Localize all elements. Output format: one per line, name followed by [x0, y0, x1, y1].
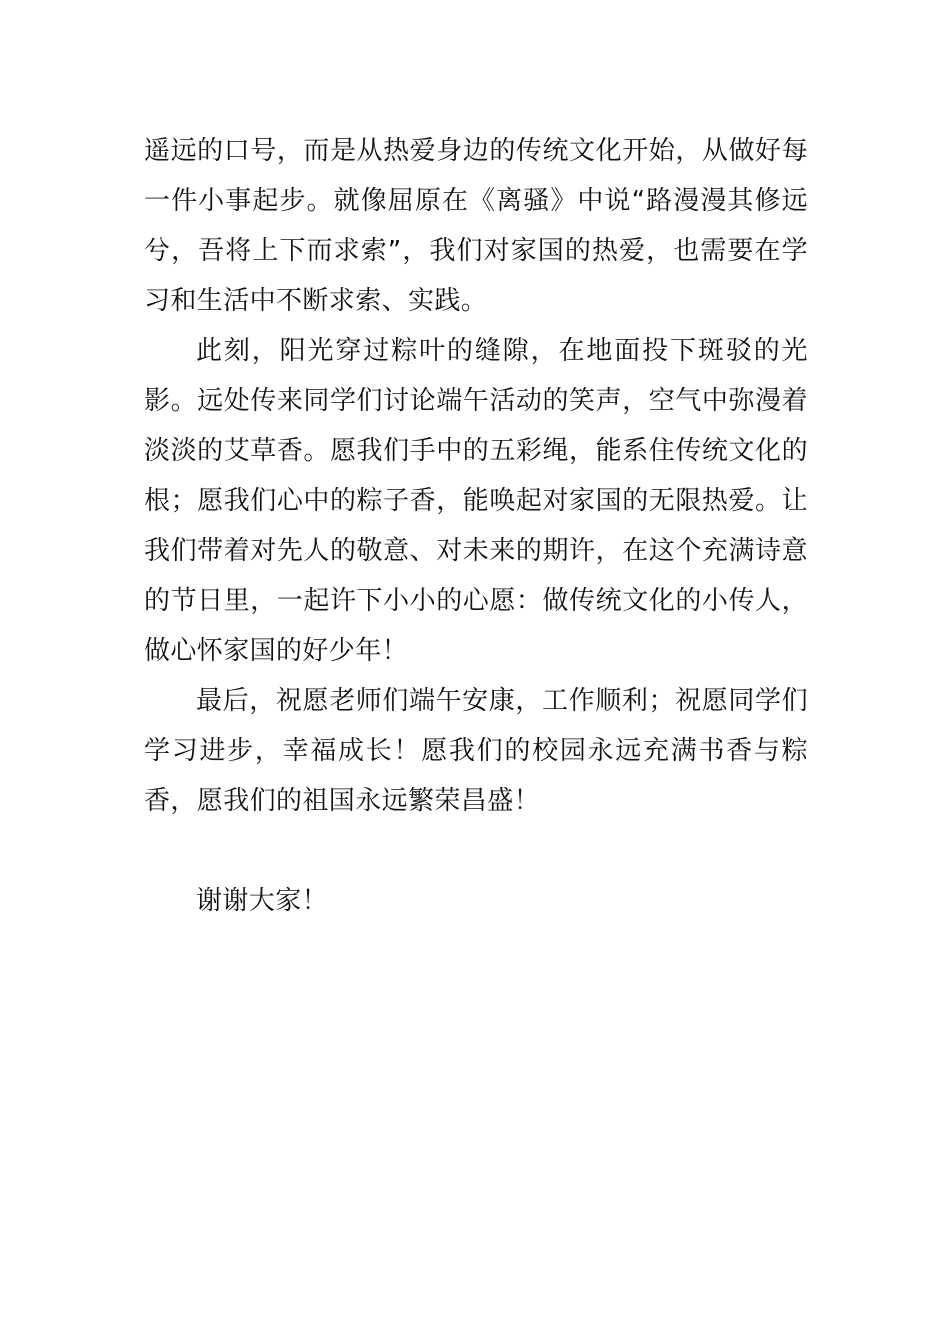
closing-thanks: 谢谢大家！: [196, 886, 329, 916]
blank-line: [144, 826, 808, 876]
document-body: [144, 126, 808, 926]
paragraph-wishes: 最后，祝愿老师们端午安康，工作顺利；祝愿同学们学习进步，幸福成长！愿我们的校园永远充满书香与粽香，愿我们的祖国永远繁荣昌盛！: [144, 686, 808, 816]
paragraph-continuation: 遥远的口号，而是从热爱身边的传统文化开始，从做好每一件小事起步。就像屈原在《离骚》中说“路漫漫其修远兮，吾将上下而求索”，我们对家国的热爱，也需要在学习和生活中不断求索、实践。: [144, 136, 808, 316]
paragraph-scene: 此刻，阳光穿过粽叶的缝隙，在地面投下斑驳的光影。远处传来同学们讨论端午活动的笑声，空气中弥漫着淡淡的艾草香。愿我们手中的五彩绳，能系住传统文化的根；愿我们心中的粽子香，能唤起对家国的无限热爱。让我们带着对先人的敬意、对未来的期许，在这个充满诗意的节日里，一起许下小小的心愿：做传统文化的小传人，做心怀家国的好少年！: [144, 336, 808, 666]
